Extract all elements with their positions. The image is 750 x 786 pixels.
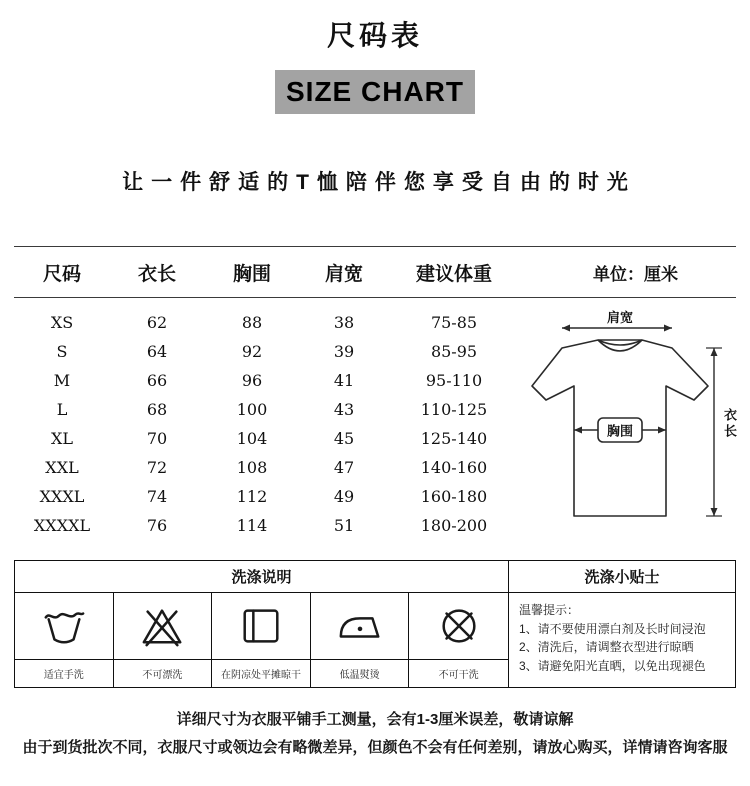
no-dry-clean-icon xyxy=(409,593,508,659)
length-cell: 62 xyxy=(146,313,168,332)
footer-note-measurement: 详细尺寸为衣服平铺手工测量，会有1-3厘米误差，敬请谅解 xyxy=(176,711,574,728)
weight-cell: 95-110 xyxy=(425,371,483,390)
shoulder-cell: 45 xyxy=(333,429,355,448)
wash-tip-line: 3、请避免阳光直晒，以免出现褪色 xyxy=(519,658,706,673)
wash-cell-dry-in-shade xyxy=(212,593,311,687)
wash-icon-label: 适宜手洗 xyxy=(15,659,113,687)
footer-notes xyxy=(0,706,750,762)
chest-cell: 92 xyxy=(241,342,263,361)
length-cell: 70 xyxy=(146,429,168,448)
wash-cell-low-iron xyxy=(311,593,410,687)
column-header-length: 衣长 xyxy=(137,263,176,285)
tagline: 让一件舒适的T恤陪伴您享受自由的时光 xyxy=(122,171,636,194)
wash-header-row xyxy=(15,561,735,593)
shoulder-cell: 49 xyxy=(333,487,355,506)
weight-cell: 160-180 xyxy=(420,487,488,506)
weight-cell: 140-160 xyxy=(420,458,488,477)
column-header-size: 尺码 xyxy=(42,263,81,285)
weight-cell: 75-85 xyxy=(430,313,478,332)
size-table-section xyxy=(14,246,736,540)
column-header-shoulder: 肩宽 xyxy=(324,263,363,285)
weight-cell: 85-95 xyxy=(430,342,478,361)
size-cell: XXXXL xyxy=(33,516,91,535)
page-title-english: SIZE CHART xyxy=(286,76,464,107)
chest-cell: 100 xyxy=(236,400,268,419)
length-cell: 68 xyxy=(146,400,168,419)
low-iron-icon xyxy=(311,593,409,659)
wash-tip-line: 2、清洗后，请调整衣型进行晾晒 xyxy=(519,640,694,655)
wash-icon-label: 不可漂洗 xyxy=(114,659,212,687)
wash-cell-no-bleach xyxy=(114,593,213,687)
tshirt-measurement-diagram xyxy=(522,310,736,532)
table-row xyxy=(14,424,520,453)
garment-length-label: 衣长 xyxy=(722,408,737,440)
shoulder-width-label: 肩宽 xyxy=(606,310,634,325)
shoulder-cell: 51 xyxy=(333,516,355,535)
table-row xyxy=(14,366,520,395)
size-cell: XS xyxy=(50,313,74,332)
wash-tip-line: 1、请不要使用漂白剂及长时间浸泡 xyxy=(519,621,706,636)
table-row xyxy=(14,453,520,482)
page-title-chinese: 尺码表 xyxy=(326,20,423,51)
size-cell: XXXL xyxy=(39,487,85,506)
wash-tips-panel xyxy=(509,593,735,687)
length-cell: 74 xyxy=(146,487,168,506)
column-header-chest: 胸围 xyxy=(232,263,271,285)
chest-cell: 112 xyxy=(236,487,268,506)
no-bleach-icon xyxy=(114,593,212,659)
chest-cell: 104 xyxy=(236,429,268,448)
table-row xyxy=(14,511,520,540)
chest-cell: 88 xyxy=(241,313,263,332)
wash-tips-heading: 温馨提示： xyxy=(519,603,580,617)
size-cell: XXL xyxy=(45,458,79,477)
shoulder-cell: 41 xyxy=(333,371,355,390)
wash-icon-label: 不可干洗 xyxy=(409,659,508,687)
length-cell: 76 xyxy=(146,516,168,535)
wash-cell-no-dry-clean xyxy=(409,593,508,687)
shoulder-cell: 39 xyxy=(333,342,355,361)
length-cell: 72 xyxy=(146,458,168,477)
length-cell: 66 xyxy=(146,371,168,390)
wash-icons-row xyxy=(15,593,509,687)
column-header-weight: 建议体重 xyxy=(415,263,492,285)
chest-cell: 114 xyxy=(236,516,268,535)
shoulder-cell: 43 xyxy=(333,400,355,419)
size-cell: L xyxy=(56,400,68,419)
wash-icon-label: 低温熨烫 xyxy=(311,659,409,687)
wash-body xyxy=(15,593,735,687)
footer-note-batch: 由于到货批次不同，衣服尺寸或领边会有略微差异，但颜色不会有任何差别，请放心购买，详情请咨询客服 xyxy=(22,738,728,756)
wash-instructions-table xyxy=(14,560,736,688)
size-table-body xyxy=(14,298,736,540)
size-cell: XL xyxy=(50,429,73,448)
chest-cell: 96 xyxy=(241,371,263,390)
length-cell: 64 xyxy=(146,342,168,361)
wash-instructions-title: 洗涤说明 xyxy=(15,561,509,592)
wash-icon-label: 在阴凉处平摊晾干 xyxy=(212,659,310,687)
table-row xyxy=(14,337,520,366)
weight-cell: 180-200 xyxy=(420,516,488,535)
chest-cell: 108 xyxy=(236,458,268,477)
shoulder-cell: 47 xyxy=(333,458,355,477)
table-row xyxy=(14,482,520,511)
size-cell: S xyxy=(56,342,68,361)
weight-cell: 110-125 xyxy=(420,400,488,419)
dry-in-shade-icon xyxy=(212,593,310,659)
weight-cell: 125-140 xyxy=(420,429,488,448)
shoulder-cell: 38 xyxy=(333,313,355,332)
table-row xyxy=(14,308,520,337)
table-row xyxy=(14,395,520,424)
size-rows xyxy=(14,298,520,540)
wash-tips-title: 洗涤小贴士 xyxy=(584,569,660,586)
wash-cell-hand-wash xyxy=(15,593,114,687)
hand-wash-icon xyxy=(15,593,113,659)
size-table-header-row xyxy=(14,246,736,298)
chest-width-label: 胸围 xyxy=(606,423,634,439)
size-cell: M xyxy=(53,371,71,390)
unit-label: 单位：厘米 xyxy=(593,264,678,284)
size-chart-banner xyxy=(275,70,475,114)
